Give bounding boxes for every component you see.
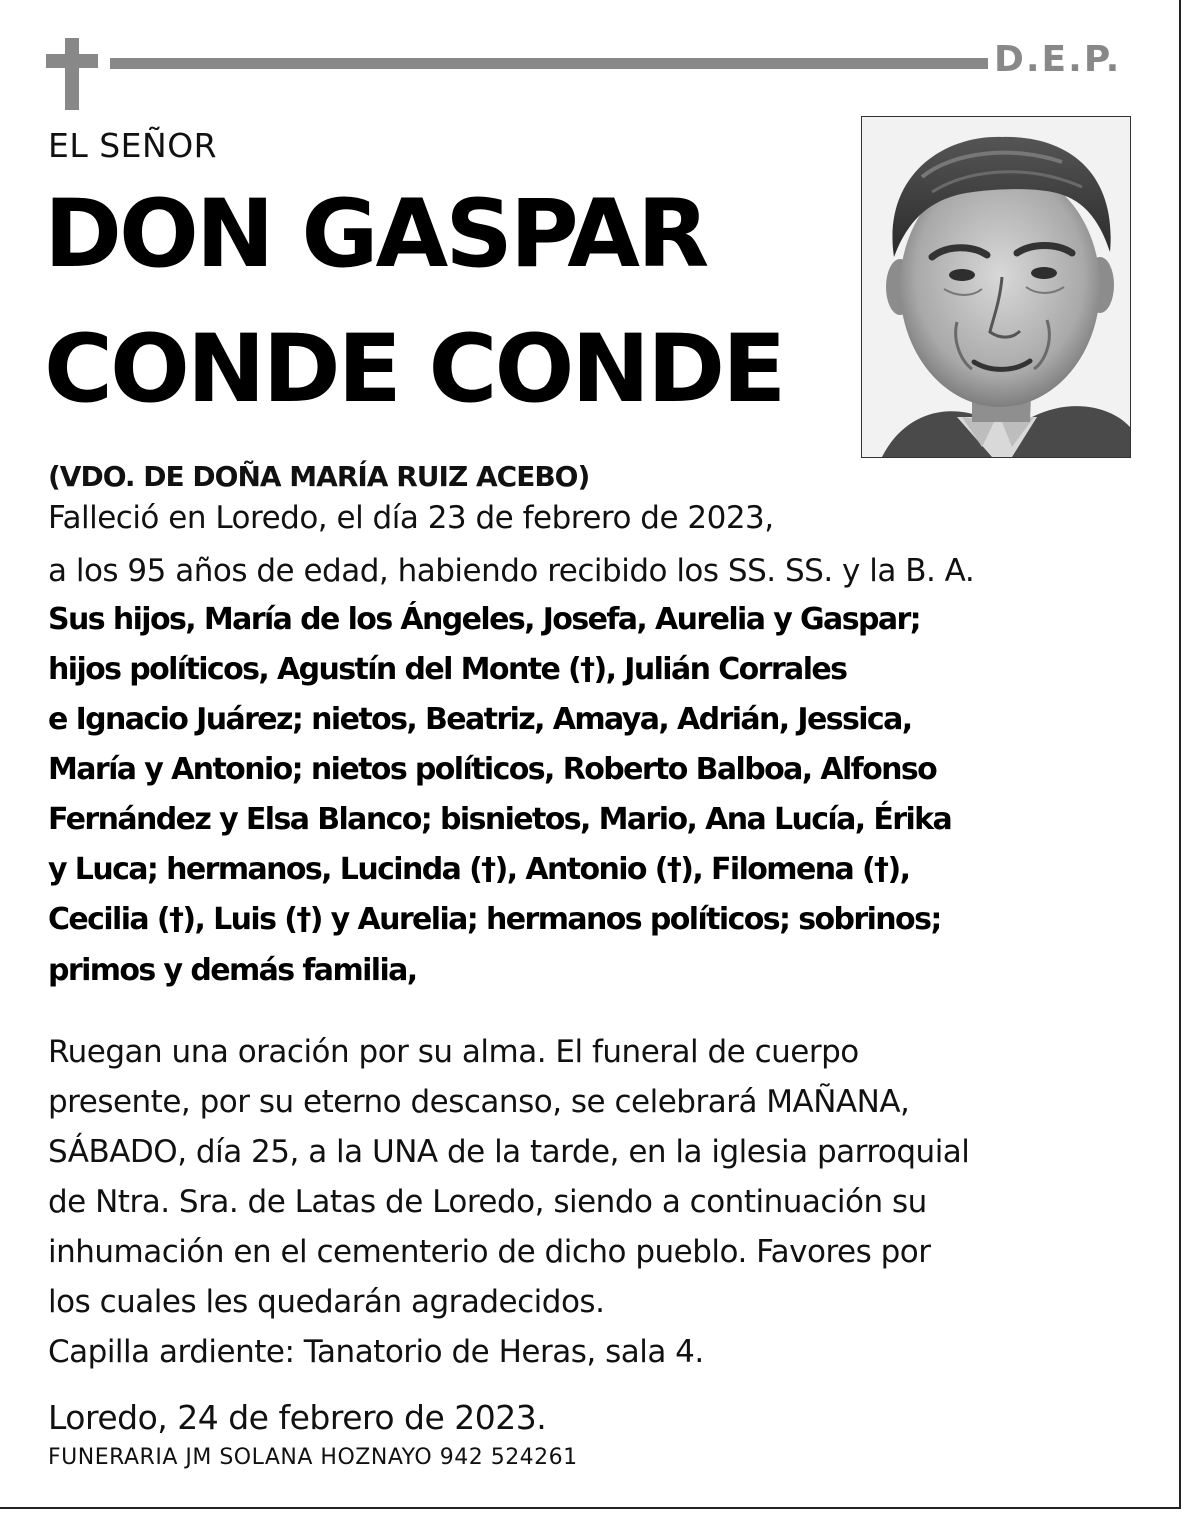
- chapel-line: Capilla ardiente: Tanatorio de Heras, sala 4.: [48, 1334, 704, 1370]
- portrait-illustration: [862, 117, 1130, 457]
- deceased-name-line-1: DON GASPAR: [44, 180, 707, 289]
- service-line: inhumación en el cementerio de dicho pueblo. Favores por: [48, 1234, 931, 1270]
- funeral-home: FUNERARIA JM SOLANA HOZNAYO 942 524261: [48, 1445, 578, 1470]
- latin-cross-icon: [65, 38, 79, 110]
- family-line: Sus hijos, María de los Ángeles, Josefa, Aurelia y Gaspar;: [48, 602, 921, 637]
- dep-label: D.E.P.: [994, 39, 1122, 80]
- service-line: SÁBADO, día 25, a la UNA de la tarde, en la iglesia parroquial: [48, 1134, 970, 1170]
- service-line: de Ntra. Sra. de Latas de Loredo, siendo a continuación su: [48, 1184, 927, 1220]
- family-line: hijos políticos, Agustín del Monte (†), Julián Corrales: [48, 652, 847, 687]
- honorific: EL SEÑOR: [48, 126, 218, 165]
- service-line: Ruegan una oración por su alma. El funeral de cuerpo: [48, 1034, 859, 1070]
- widow-note: (VDO. DE DOÑA MARÍA RUIZ ACEBO): [48, 460, 590, 493]
- family-line: e Ignacio Juárez; nietos, Beatriz, Amaya, Adrián, Jessica,: [48, 702, 912, 737]
- family-line: Cecilia (†), Luis (†) y Aurelia; hermanos políticos; sobrinos;: [48, 902, 941, 937]
- family-line: primos y demás familia,: [48, 953, 417, 988]
- service-line: los cuales les quedarán agradecidos.: [48, 1284, 605, 1320]
- portrait-photo: [861, 116, 1131, 458]
- family-line: María y Antonio; nietos políticos, Roberto Balboa, Alfonso: [48, 752, 937, 787]
- death-line: Falleció en Loredo, el día 23 de febrero de 2023,: [48, 500, 774, 536]
- family-line: Fernández y Elsa Blanco; bisnietos, Mario, Ana Lucía, Érika: [48, 802, 952, 837]
- header-divider: [110, 58, 988, 69]
- family-line: y Luca; hermanos, Lucinda (†), Antonio (†), Filomena (†),: [48, 852, 910, 887]
- latin-cross-icon-arm: [46, 54, 98, 68]
- deceased-name-line-2: CONDE CONDE: [44, 315, 784, 424]
- place-date: Loredo, 24 de febrero de 2023.: [48, 1398, 547, 1437]
- service-line: presente, por su eterno descanso, se celebrará MAÑANA,: [48, 1084, 910, 1120]
- death-line: a los 95 años de edad, habiendo recibido los SS. SS. y la B. A.: [48, 553, 975, 589]
